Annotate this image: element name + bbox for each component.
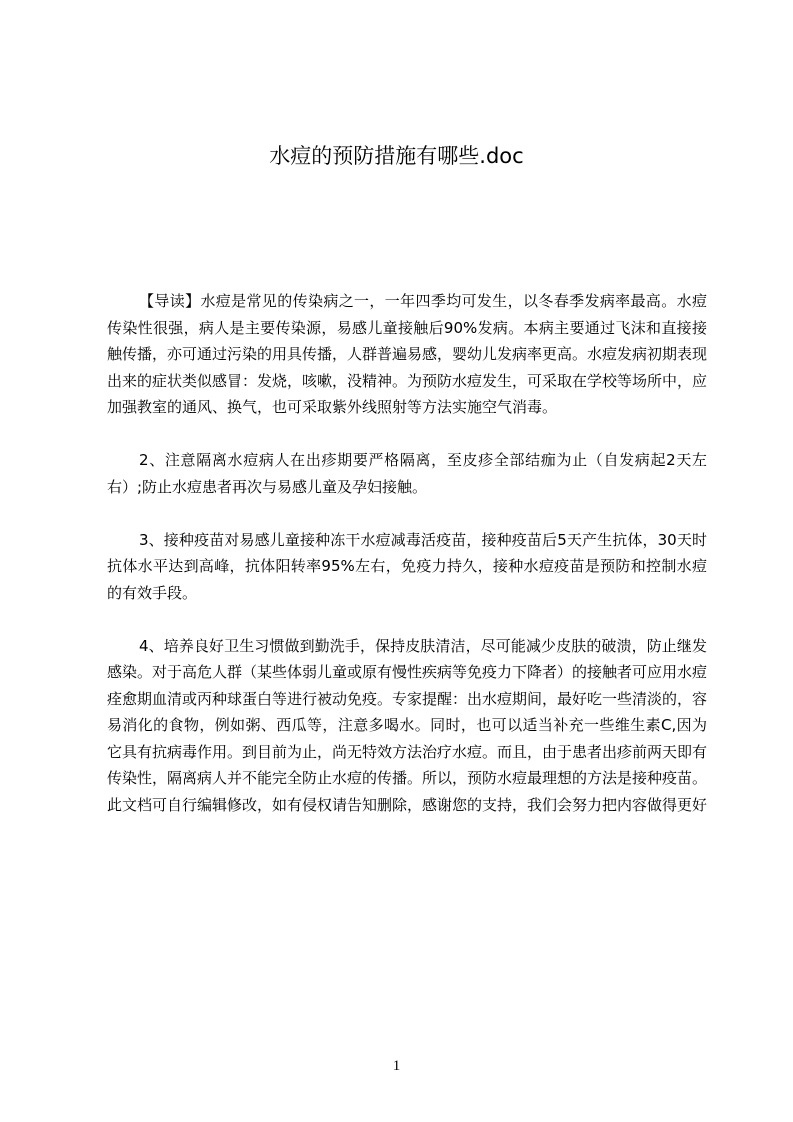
paragraph-intro: 【导读】水痘是常见的传染病之一，一年四季均可发生，以冬春季发病率最高。水痘传染性很强，病人是主要传染源，易感儿童接触后90%发病。本病主要通过飞沫和直接接触传播，亦可通过污染的用具传播，人群普遍易感，婴幼儿发病率更高。水痘发病初期表现出来的症状类似感冒：发烧，咳嗽，没精神。为预防水痘发生，可采取在学校等场所中，应加强教室的通风、换气，也可采取紫外线照射等方法实施空气消毒。 xyxy=(107,292,708,416)
paragraph-isolation: 2、注意隔离水痘病人在出疹期要严格隔离，至皮疹全部结痂为止（自发病起2天左右）;防止水痘患者再次与易感儿童及孕妇接触。 xyxy=(107,451,707,496)
document-body xyxy=(107,288,707,845)
document-title: 水痘的预防措施有哪些.doc xyxy=(269,144,524,168)
page-number: 1 xyxy=(392,1058,401,1074)
paragraph-vaccination: 3、接种疫苗对易感儿童接种冻干水痘减毒活疫苗，接种疫苗后5天产生抗体，30天时抗体水平达到高峰，抗体阳转率95%左右，免疫力持久，接种水痘疫苗是预防和控制水痘的有效手段。 xyxy=(107,530,707,602)
paragraph-hygiene: 4、培养良好卫生习惯做到勤洗手，保持皮肤清洁，尽可能减少皮肤的破溃，防止继发感染。对于高危人群（某些体弱儿童或原有慢性疾病等免疫力下降者）的接触者可应用水痘痊愈期血清或丙种球蛋白等进行被动免疫。专家提醒：出水痘期间，最好吃一些清淡的，容易消化的食物，例如粥、西瓜等，注意多喝水。同时，也可以适当补充一些维生素C,因为它具有抗病毒作用。到目前为止，尚无特效方法治疗水痘。而且，由于患者出疹前两天即有传染性，隔离病人并不能完全防止水痘的传播。所以，预防水痘最理想的方法是接种疫苗。此文档可自行编辑修改，如有侵权请告知删除，感谢您的支持，我们会努力把内容做得更好 xyxy=(107,636,708,814)
